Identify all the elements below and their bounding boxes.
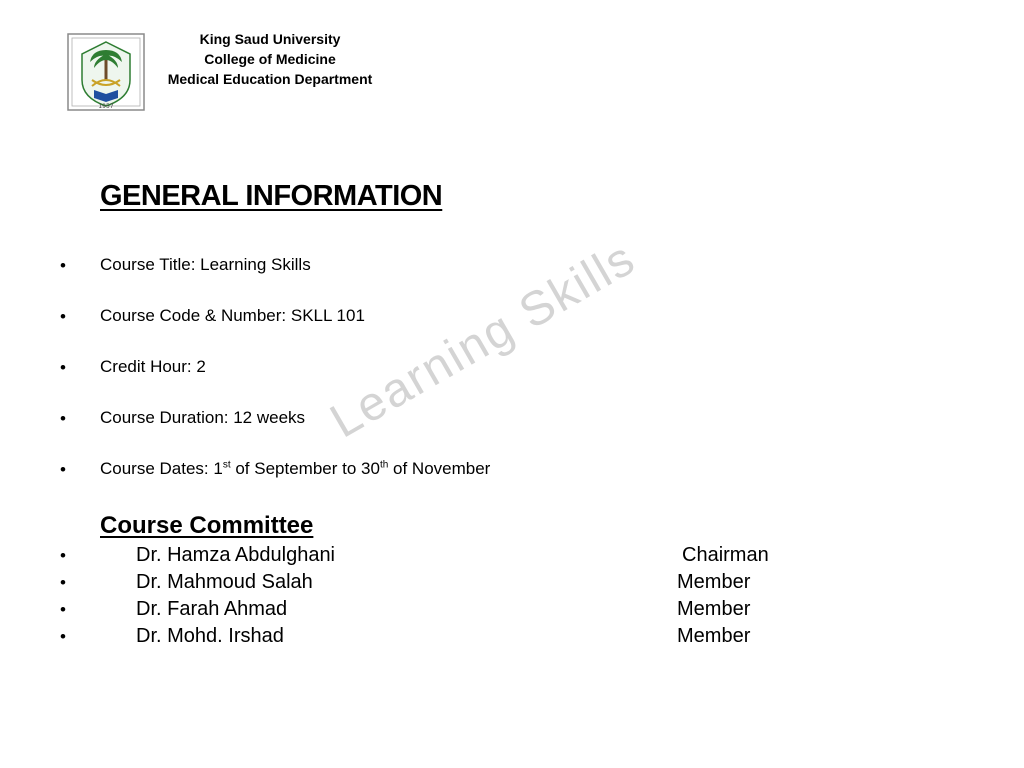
committee-member-name: Dr. Farah Ahmad <box>136 598 288 620</box>
bullet-icon: • <box>60 627 66 646</box>
course-duration: Course Duration: 12 weeks <box>100 408 306 427</box>
bullet-icon: • <box>60 573 66 592</box>
bullet-icon: • <box>60 546 66 565</box>
bullet-icon: • <box>60 409 66 428</box>
dates-suffix: of November <box>388 459 491 478</box>
course-dates <box>100 459 490 479</box>
committee-member-name: Dr. Hamza Abdulghani <box>136 544 336 566</box>
committee-member-name: Dr. Mohd. Irshad <box>136 625 284 647</box>
committee-member-role: Chairman <box>682 544 769 566</box>
bullet-icon: • <box>60 256 66 275</box>
committee-member-name: Dr. Mahmoud Salah <box>136 571 313 593</box>
dates-prefix: Course Dates: 1 <box>100 459 223 478</box>
bullet-icon: • <box>60 307 66 326</box>
bullet-icon: • <box>60 460 66 479</box>
committee-member-role: Member <box>677 571 751 593</box>
dates-middle: of September to 30 <box>230 459 380 478</box>
bullet-icon: • <box>60 358 66 377</box>
section-heading: GENERAL INFORMATION <box>100 180 443 212</box>
watermark: Learning Skills <box>321 231 645 449</box>
credit-hour: Credit Hour: 2 <box>100 357 206 376</box>
college-name: College of Medicine <box>204 51 336 67</box>
university-name: King Saud University <box>199 31 341 47</box>
course-code: Course Code & Number: SKLL 101 <box>100 306 365 325</box>
course-title: Course Title: Learning Skills <box>100 255 311 274</box>
committee-heading: Course Committee <box>100 512 314 539</box>
university-logo <box>66 32 146 112</box>
dates-sup-start: st <box>222 459 231 471</box>
dates-sup-end: th <box>379 459 389 471</box>
department-name: Medical Education Department <box>167 71 373 87</box>
logo-year: 1957 <box>98 103 114 110</box>
bullet-icon: • <box>60 600 66 619</box>
committee-member-role: Member <box>677 598 751 620</box>
committee-member-role: Member <box>677 625 751 647</box>
institution-header <box>150 29 390 89</box>
